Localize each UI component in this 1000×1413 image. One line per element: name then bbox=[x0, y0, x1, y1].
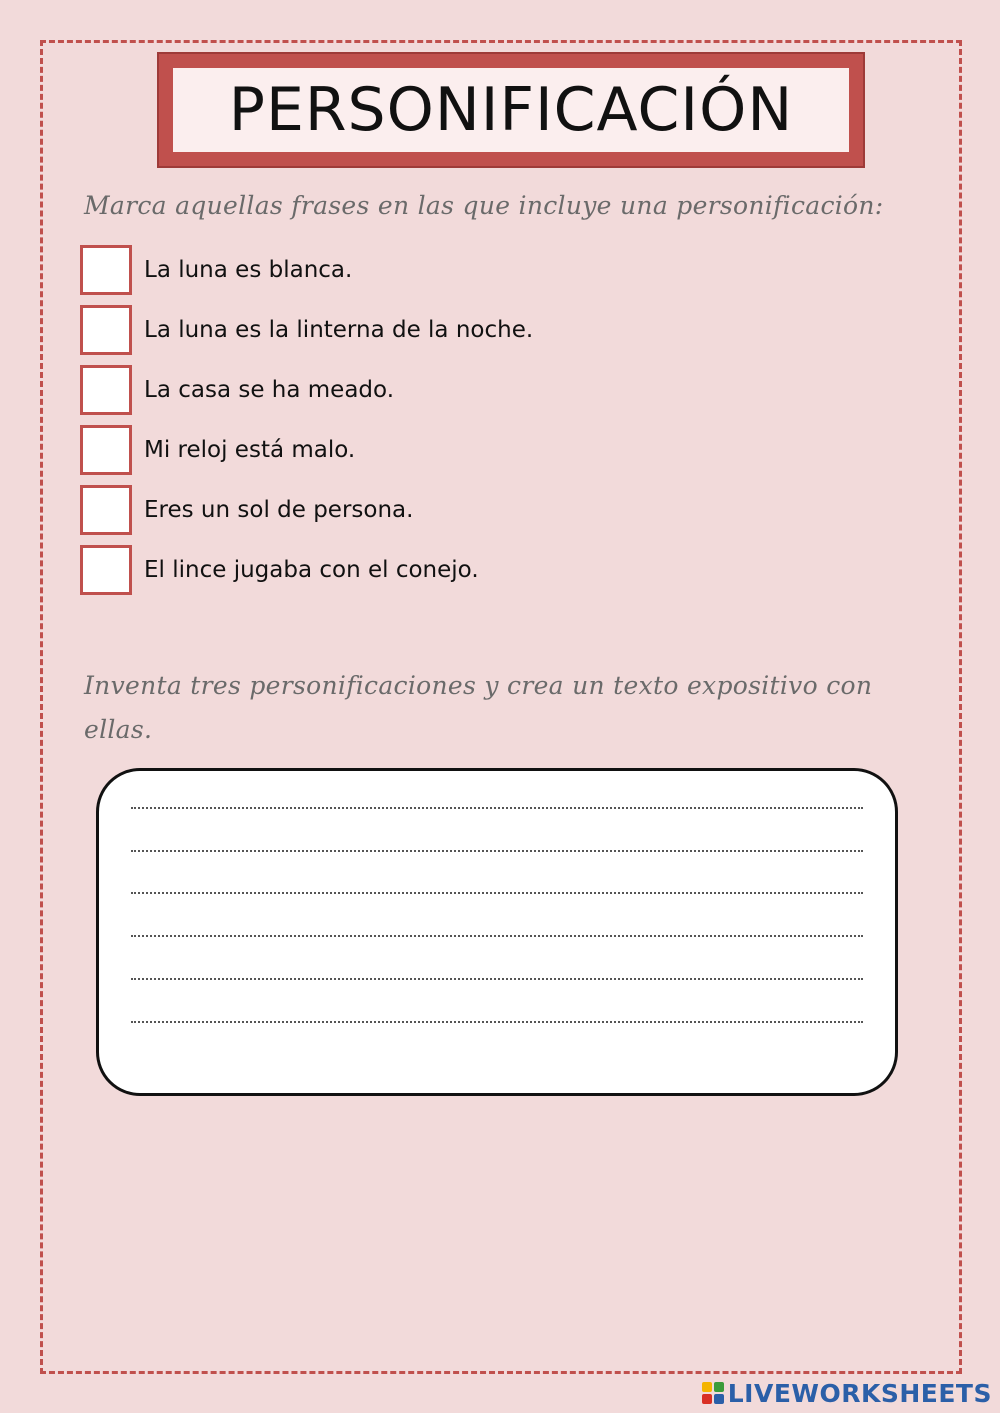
sentence-label: La casa se ha meado. bbox=[144, 377, 395, 403]
writing-line bbox=[131, 935, 863, 937]
list-item bbox=[80, 420, 780, 480]
list-item bbox=[80, 240, 780, 300]
checkbox[interactable] bbox=[80, 485, 132, 535]
sentence-label: La luna es la linterna de la noche. bbox=[144, 317, 534, 343]
writing-line bbox=[131, 850, 863, 852]
instruction-write: Inventa tres personificaciones y crea un texto expositivo con ellas. bbox=[84, 671, 873, 744]
sentence-label: El lince jugaba con el conejo. bbox=[144, 557, 479, 583]
list-item bbox=[80, 360, 780, 420]
writing-line bbox=[131, 892, 863, 894]
title-frame bbox=[157, 52, 865, 168]
list-item bbox=[80, 540, 780, 600]
watermark-text: LIVEWORKSHEETS bbox=[727, 1378, 992, 1408]
list-item bbox=[80, 480, 780, 540]
sentence-list bbox=[80, 240, 780, 600]
instruction-mark: Marca aquellas frases en las que incluye una personificación: bbox=[84, 191, 884, 220]
writing-line bbox=[131, 807, 863, 809]
liveworksheets-logo-icon bbox=[702, 1382, 724, 1404]
checkbox[interactable] bbox=[80, 305, 132, 355]
sentence-label: La luna es blanca. bbox=[144, 257, 353, 283]
writing-line bbox=[131, 1021, 863, 1023]
page-title: PERSONIFICACIÓN bbox=[228, 75, 794, 145]
checkbox[interactable] bbox=[80, 365, 132, 415]
sentence-label: Eres un sol de persona. bbox=[144, 497, 414, 523]
checkbox[interactable] bbox=[80, 545, 132, 595]
checkbox[interactable] bbox=[80, 425, 132, 475]
checkbox[interactable] bbox=[80, 245, 132, 295]
liveworksheets-watermark bbox=[702, 1377, 992, 1409]
sentence-label: Mi reloj está malo. bbox=[144, 437, 356, 463]
title-panel bbox=[173, 68, 849, 152]
answer-textarea[interactable] bbox=[96, 768, 898, 1096]
writing-line bbox=[131, 978, 863, 980]
list-item bbox=[80, 300, 780, 360]
